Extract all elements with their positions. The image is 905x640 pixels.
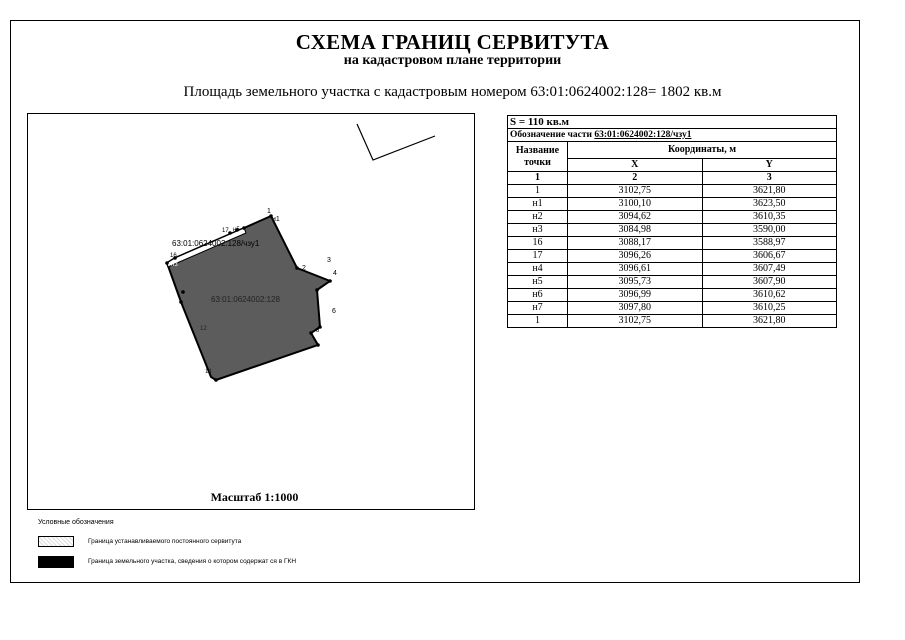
cell-y: 3610,62: [702, 289, 837, 302]
cell-name: н6: [508, 289, 568, 302]
vertex-point: [242, 226, 246, 230]
col-number: 3: [702, 172, 837, 185]
point-label: 4: [333, 270, 337, 277]
point-label: н1: [272, 216, 280, 223]
cell-name: н1: [508, 198, 568, 211]
table-row: [508, 289, 837, 302]
table-row: [508, 302, 837, 315]
point-label: 2: [302, 265, 306, 272]
cell-y: 3621,80: [702, 315, 837, 328]
cell-y: 3621,80: [702, 185, 837, 198]
cell-x: 3084,98: [568, 224, 703, 237]
area-line: Площадь земельного участка с кадастровым номером 63:01:0624002:128= 1802 кв.м: [183, 84, 722, 100]
table-row: [508, 237, 837, 250]
point-label: 16: [170, 253, 177, 259]
servitude-area: S = 110 кв.м: [508, 116, 837, 129]
legend-item: Граница земельного участка, сведения о котором содержат ся в ГКН: [88, 558, 297, 565]
col-number: 2: [568, 172, 703, 185]
vertex-point: [181, 290, 185, 294]
vertex-point: [328, 279, 332, 283]
vertex-point: [316, 343, 320, 347]
point-label: н5: [233, 227, 240, 233]
point-label: н3: [171, 262, 178, 268]
cell-x: 3096,61: [568, 263, 703, 276]
cell-y: 3590,00: [702, 224, 837, 237]
cell-name: 1: [508, 315, 568, 328]
cell-x: 3102,75: [568, 185, 703, 198]
cell-name: н5: [508, 276, 568, 289]
parcel-legend-swatch: [38, 556, 74, 568]
map-scale: Масштаб 1:1000: [210, 490, 299, 504]
table-row: [508, 315, 837, 328]
cell-x: 3096,26: [568, 250, 703, 263]
y-header: Y: [702, 159, 837, 172]
cell-x: 3095,73: [568, 276, 703, 289]
cell-x: 3100,10: [568, 198, 703, 211]
table-row: [508, 185, 837, 198]
cell-y: 3610,25: [702, 302, 837, 315]
coordinates-header: Координаты, м: [568, 142, 837, 159]
cell-y: 3610,35: [702, 211, 837, 224]
legend-item: Граница устанавливаемого постоянного сервитута: [88, 538, 242, 545]
point-name-header: Название точки: [508, 142, 568, 172]
cell-name: 16: [508, 237, 568, 250]
legend-title: Условные обозначения: [38, 519, 114, 526]
cell-y: 3623,50: [702, 198, 837, 211]
coordinates-table: [507, 115, 837, 328]
page-title: СХЕМА ГРАНИЦ СЕРВИТУТА: [295, 30, 610, 54]
servitude-number-label: 63:01:0624002:128/чзу1: [172, 239, 260, 248]
vertex-point: [214, 378, 218, 382]
cell-x: 3096,99: [568, 289, 703, 302]
parcel-number-label: 63:01:0624002:128: [211, 295, 280, 304]
page-subtitle: на кадастровом плане территории: [343, 53, 562, 68]
col-number: 1: [508, 172, 568, 185]
cell-y: 3607,49: [702, 263, 837, 276]
cell-name: 17: [508, 250, 568, 263]
table-row: [508, 263, 837, 276]
cell-x: 3094,62: [568, 211, 703, 224]
table-row: [508, 224, 837, 237]
cell-name: н4: [508, 263, 568, 276]
cell-name: н2: [508, 211, 568, 224]
cell-name: н7: [508, 302, 568, 315]
table-row: [508, 211, 837, 224]
vertex-point: [309, 331, 313, 335]
cell-y: 3607,90: [702, 276, 837, 289]
neighbor-boundary-line: [357, 124, 435, 160]
designation-cell: [508, 129, 837, 142]
cell-y: 3588,97: [702, 237, 837, 250]
servitude-legend-swatch: [38, 536, 74, 547]
cell-x: 3102,75: [568, 315, 703, 328]
point-label: 8: [316, 328, 320, 334]
point-label: 6: [332, 308, 336, 315]
vertex-point: [295, 266, 299, 270]
vertex-point: [315, 288, 319, 292]
point-label: 3: [327, 257, 331, 264]
vertex-point: [179, 300, 183, 304]
table-row: [508, 250, 837, 263]
cell-y: 3606,67: [702, 250, 837, 263]
x-header: X: [568, 159, 703, 172]
cell-name: 1: [508, 185, 568, 198]
vertex-point: [165, 261, 169, 265]
table-row: [508, 198, 837, 211]
cell-name: н3: [508, 224, 568, 237]
point-label: 12: [200, 326, 207, 332]
point-label: 1: [267, 208, 271, 215]
table-row: [508, 276, 837, 289]
vertex-point: [228, 231, 232, 235]
cell-x: 3097,80: [568, 302, 703, 315]
point-label: 17: [222, 228, 229, 234]
cell-x: 3088,17: [568, 237, 703, 250]
point-label: 14: [205, 369, 212, 375]
designation-prefix: Обозначение части: [510, 130, 595, 140]
designation-value: 63:01:0624002:128/чзу1: [594, 130, 692, 140]
